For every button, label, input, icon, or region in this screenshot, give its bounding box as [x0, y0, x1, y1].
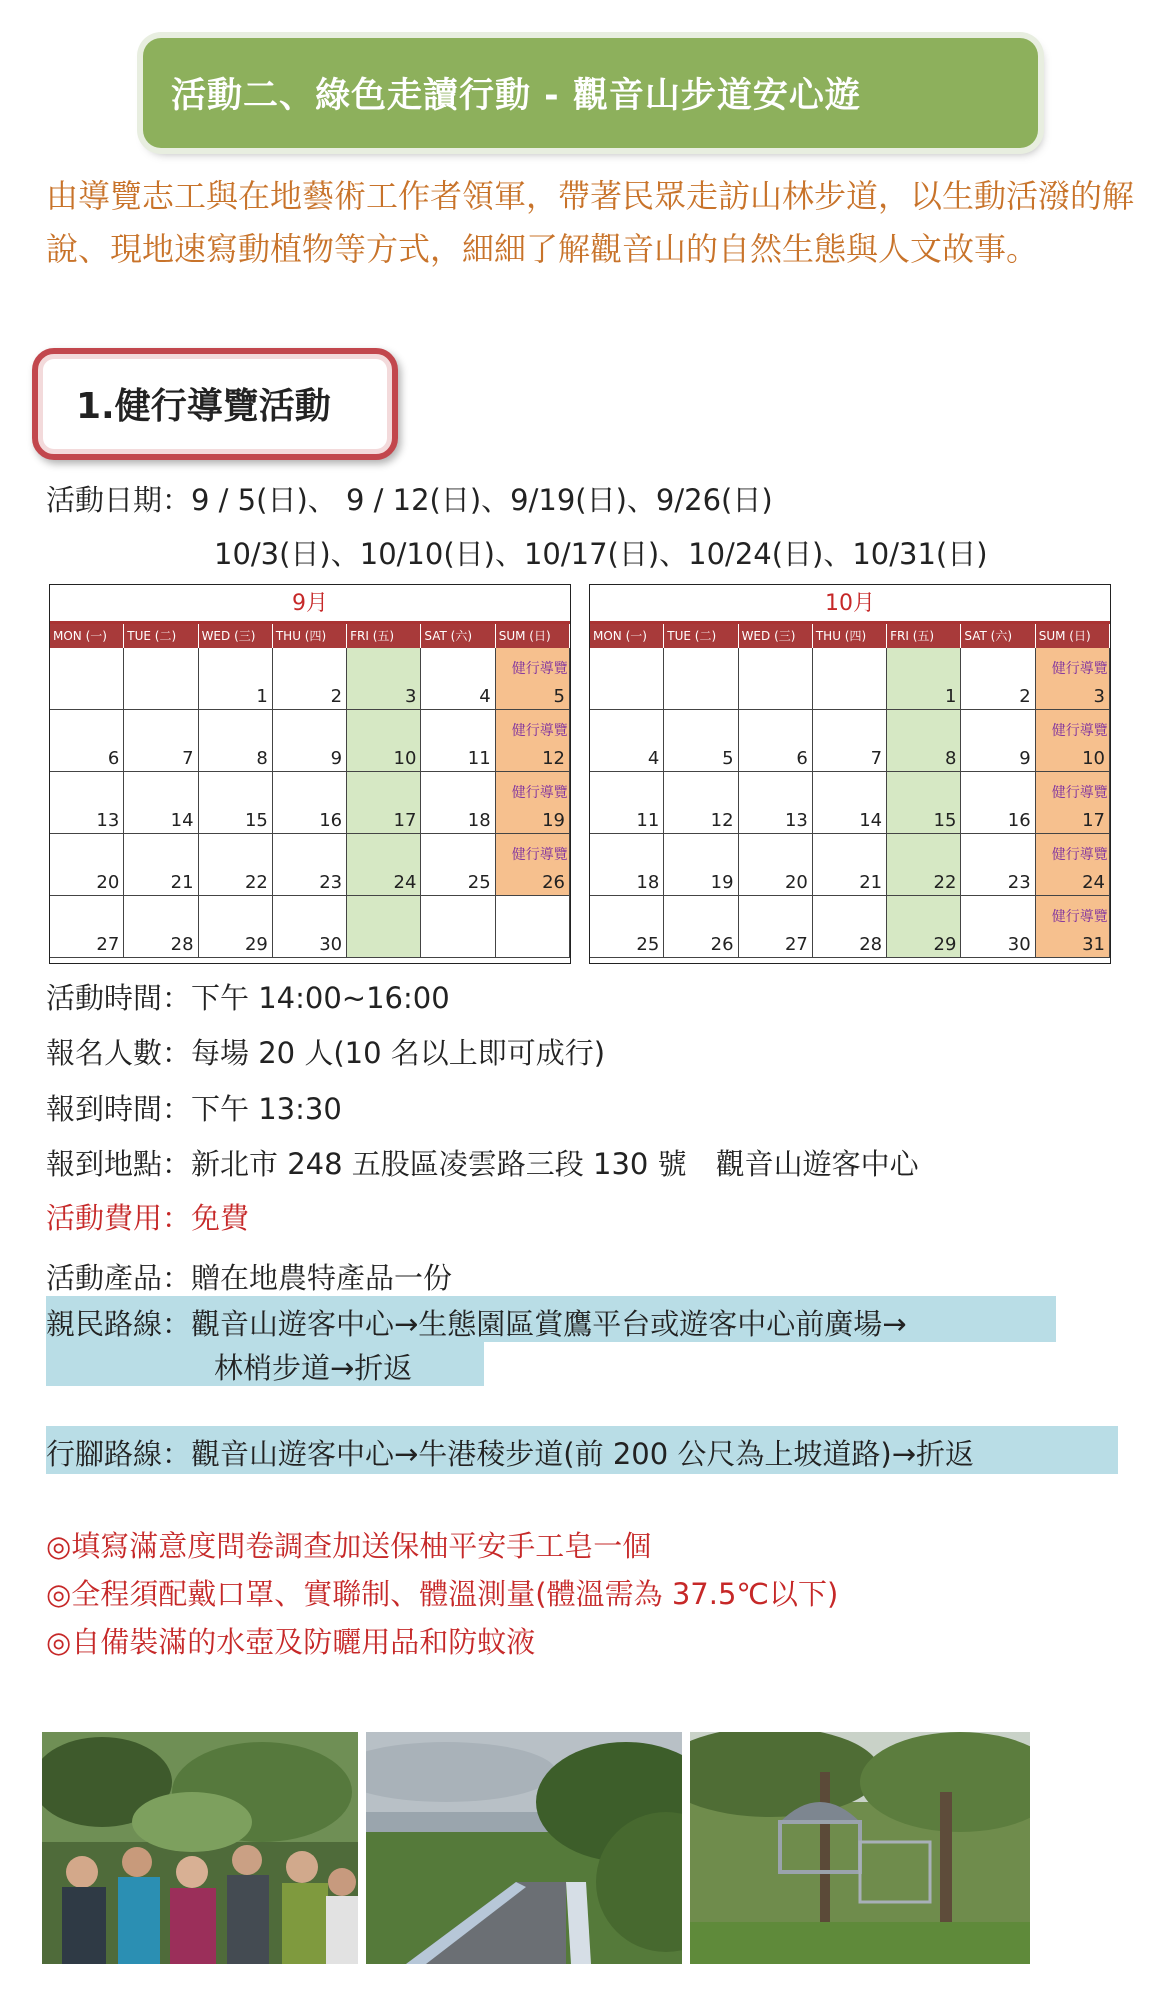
activity-time: 活動時間：下午 14:00~16:00: [46, 981, 450, 1015]
calendar-day-cell: [496, 896, 570, 958]
calendar-day-cell: [961, 772, 1035, 834]
day-number: 23: [319, 872, 343, 893]
calendar-day-cell: [887, 648, 961, 710]
section-heading-box: [32, 348, 398, 460]
calendar-day-cell: [347, 896, 421, 958]
calendar-day-cell: [421, 834, 495, 896]
calendar-day-cell: [1036, 896, 1110, 958]
day-header: SUM (日): [1036, 624, 1110, 648]
calendar-day-cell: [664, 772, 738, 834]
calendar-day-cell: [496, 834, 570, 896]
day-number: 20: [96, 872, 120, 893]
calendar-day-cell: [664, 896, 738, 958]
calendar-day-cell: [347, 710, 421, 772]
note-3: ◎自備裝滿的水壺及防曬用品和防蚊液: [46, 1625, 536, 1659]
participant-count: 報名人數：每場 20 人(10 名以上即可成行): [46, 1036, 606, 1070]
day-number: 4: [647, 748, 660, 769]
photo-boardwalk: [366, 1732, 682, 1964]
calendar-day-cell: [124, 772, 198, 834]
hike-tour-tag: 健行導覽: [1051, 909, 1108, 925]
activity-fee: 活動費用：免費: [46, 1201, 250, 1235]
calendar-month: [589, 584, 1111, 964]
day-header: SAT (六): [961, 624, 1035, 648]
day-number: 31: [1082, 934, 1105, 955]
calendar-day-cell: [347, 834, 421, 896]
day-header: FRI (五): [887, 624, 961, 648]
day-number: 24: [393, 872, 417, 893]
day-number: 28: [859, 934, 883, 955]
day-number: 22: [933, 872, 957, 893]
calendar-day-cell: [199, 772, 273, 834]
calendar-day-cell: [887, 896, 961, 958]
day-number: 19: [710, 872, 734, 893]
day-number: 14: [859, 810, 883, 831]
route-gentle-line-1: 親民路線：觀音山遊客中心→生態園區賞鷹平台或遊客中心前廣場→: [46, 1307, 907, 1341]
day-number: 15: [244, 810, 268, 831]
day-number: 9: [1019, 748, 1031, 769]
day-number: 30: [319, 934, 343, 955]
calendar-day-cell: [199, 648, 273, 710]
day-number: 17: [393, 810, 417, 831]
calendar-day-cell: [664, 648, 738, 710]
day-number: 16: [319, 810, 343, 831]
day-number: 15: [933, 810, 957, 831]
calendar-day-cell: [124, 834, 198, 896]
route-gentle-line-2: 林梢步道→折返: [214, 1351, 413, 1385]
day-header: THU (四): [273, 624, 347, 648]
day-number: 28: [170, 934, 194, 955]
day-number: 5: [722, 748, 734, 769]
day-number: 17: [1082, 810, 1105, 831]
calendar-day-cell: [273, 896, 347, 958]
day-number: 10: [393, 748, 417, 769]
day-header: WED (三): [739, 624, 813, 648]
day-header: SAT (六): [421, 624, 495, 648]
day-number: 12: [542, 748, 565, 769]
calendar-day-cell: [421, 710, 495, 772]
hike-tour-tag: 健行導覽: [511, 847, 568, 863]
activity-product: 活動產品：贈在地農特產品一份: [46, 1261, 453, 1295]
calendar-day-cell: [50, 772, 124, 834]
calendar: [49, 584, 1130, 962]
calendar-day-cell: [961, 648, 1035, 710]
day-number: 25: [467, 872, 491, 893]
hike-tour-tag: 健行導覽: [1051, 785, 1108, 801]
hike-tour-tag: 健行導覽: [1051, 661, 1108, 677]
note-2: ◎全程須配戴口罩、實聯制、體溫測量(體溫需為 37.5℃以下): [46, 1577, 839, 1611]
hike-tour-tag: 健行導覽: [511, 785, 568, 801]
day-number: 12: [710, 810, 734, 831]
calendar-day-cell: [421, 896, 495, 958]
calendar-day-cell: [664, 834, 738, 896]
calendar-day-cell: [496, 710, 570, 772]
day-number: 26: [542, 872, 565, 893]
day-number: 19: [542, 810, 565, 831]
calendar-day-cell: [590, 772, 664, 834]
calendar-day-cell: [496, 772, 570, 834]
checkin-time: 報到時間：下午 13:30: [46, 1092, 342, 1126]
calendar-day-cell: [961, 896, 1035, 958]
calendar-day-cell: [199, 896, 273, 958]
hike-tour-tag: 健行導覽: [1051, 847, 1108, 863]
day-header: MON (一): [590, 624, 664, 648]
calendar-day-cell: [739, 834, 813, 896]
day-number: 21: [170, 872, 194, 893]
note-1: ◎填寫滿意度問卷調查加送保柚平安手工皂一個: [46, 1529, 652, 1563]
calendar-day-cell: [590, 834, 664, 896]
calendar-day-cell: [739, 648, 813, 710]
calendar-day-cell: [813, 834, 887, 896]
calendar-day-cell: [813, 710, 887, 772]
day-number: 2: [330, 686, 343, 707]
day-number: 11: [467, 748, 491, 769]
intro-paragraph: 由導覽志工與在地藝術工作者領軍，帶著民眾走訪山林步道，以生動活潑的解說、現地速寫動植物等方式，細細了解觀音山的自然生態與人文故事。: [46, 177, 1135, 268]
calendar-day-cell: [199, 710, 273, 772]
day-number: 30: [1007, 934, 1031, 955]
calendar-day-cell: [50, 834, 124, 896]
month-title: 9月: [50, 585, 570, 624]
day-number: 18: [467, 810, 491, 831]
day-number: 10: [1082, 748, 1105, 769]
day-number: 3: [1093, 686, 1105, 707]
day-number: 22: [244, 872, 268, 893]
hike-tour-tag: 健行導覽: [511, 723, 568, 739]
day-number: 6: [107, 748, 120, 769]
day-number: 13: [784, 810, 808, 831]
day-number: 25: [636, 934, 660, 955]
calendar-day-cell: [421, 648, 495, 710]
day-number: 3: [404, 686, 417, 707]
calendar-day-cell: [887, 710, 961, 772]
calendar-day-cell: [50, 896, 124, 958]
calendar-day-cell: [50, 710, 124, 772]
calendar-month: [49, 584, 571, 964]
calendar-day-cell: [590, 896, 664, 958]
calendar-day-cell: [961, 710, 1035, 772]
day-header: WED (三): [199, 624, 273, 648]
calendar-day-cell: [273, 648, 347, 710]
day-number: 23: [1007, 872, 1031, 893]
day-number: 14: [170, 810, 194, 831]
calendar-day-cell: [813, 648, 887, 710]
day-header: THU (四): [813, 624, 887, 648]
photo-treehouse-platform: [690, 1732, 1030, 1964]
dates-line-2: 10/3(日)、10/10(日)、10/17(日)、10/24(日)、10/31(日): [214, 537, 988, 571]
banner-title: 活動二、綠色走讀行動 - 觀音山步道安心遊: [171, 76, 861, 116]
dates-line-1: [46, 478, 773, 519]
calendar-day-cell: [124, 710, 198, 772]
section-title: 1.健行導覽活動: [76, 386, 331, 427]
day-number: 27: [784, 934, 808, 955]
calendar-day-cell: [124, 648, 198, 710]
day-number: 9: [330, 748, 343, 769]
day-header: TUE (二): [664, 624, 738, 648]
calendar-day-cell: [813, 896, 887, 958]
calendar-day-cell: [199, 834, 273, 896]
day-number: 2: [1019, 686, 1031, 707]
day-number: 20: [784, 872, 808, 893]
calendar-day-cell: [347, 772, 421, 834]
dates-label: 活動日期：: [46, 483, 192, 517]
route-hiking: 行腳路線：觀音山遊客中心→牛港稜步道(前 200 公尺為上坡道路)→折返: [46, 1437, 975, 1471]
day-number: 8: [256, 748, 268, 769]
calendar-day-cell: [273, 772, 347, 834]
month-title: 10月: [590, 585, 1110, 624]
day-number: 26: [710, 934, 734, 955]
calendar-day-cell: [1036, 648, 1110, 710]
calendar-day-cell: [496, 648, 570, 710]
day-number: 27: [96, 934, 120, 955]
day-number: 11: [636, 810, 660, 831]
calendar-day-cell: [887, 834, 961, 896]
day-header: SUM (日): [496, 624, 570, 648]
day-number: 1: [944, 686, 957, 707]
hike-tour-tag: 健行導覽: [1051, 723, 1108, 739]
calendar-day-cell: [887, 772, 961, 834]
calendar-day-cell: [273, 834, 347, 896]
photo-hiking-group: [42, 1732, 358, 1964]
calendar-day-cell: [347, 648, 421, 710]
calendar-day-cell: [1036, 772, 1110, 834]
calendar-day-cell: [273, 710, 347, 772]
calendar-day-cell: [739, 710, 813, 772]
day-number: 21: [859, 872, 883, 893]
day-number: 7: [870, 748, 883, 769]
calendar-day-cell: [739, 896, 813, 958]
calendar-day-cell: [961, 834, 1035, 896]
calendar-day-cell: [1036, 834, 1110, 896]
calendar-day-cell: [50, 648, 124, 710]
title-banner: [143, 38, 1038, 148]
day-number: 29: [933, 934, 957, 955]
day-header: MON (一): [50, 624, 124, 648]
hike-tour-tag: 健行導覽: [511, 661, 568, 677]
day-number: 18: [636, 872, 660, 893]
dates-value-1: 9 / 5(日)、 9 / 12(日)、9/19(日)、9/26(日): [191, 483, 773, 517]
calendar-day-cell: [124, 896, 198, 958]
day-number: 16: [1007, 810, 1031, 831]
day-number: 29: [244, 934, 268, 955]
calendar-day-cell: [664, 710, 738, 772]
day-number: 5: [553, 686, 565, 707]
day-number: 4: [479, 686, 491, 707]
day-number: 1: [256, 686, 268, 707]
calendar-day-cell: [813, 772, 887, 834]
day-number: 24: [1082, 872, 1105, 893]
calendar-day-cell: [1036, 710, 1110, 772]
checkin-place: 報到地點：新北市 248 五股區凌雲路三段 130 號 觀音山遊客中心: [46, 1147, 919, 1181]
day-number: 13: [96, 810, 120, 831]
calendar-day-cell: [590, 710, 664, 772]
calendar-day-cell: [590, 648, 664, 710]
day-number: 8: [944, 748, 957, 769]
day-number: 6: [796, 748, 808, 769]
day-header: FRI (五): [347, 624, 421, 648]
day-number: 7: [182, 748, 194, 769]
calendar-day-cell: [739, 772, 813, 834]
day-header: TUE (二): [124, 624, 198, 648]
calendar-day-cell: [421, 772, 495, 834]
